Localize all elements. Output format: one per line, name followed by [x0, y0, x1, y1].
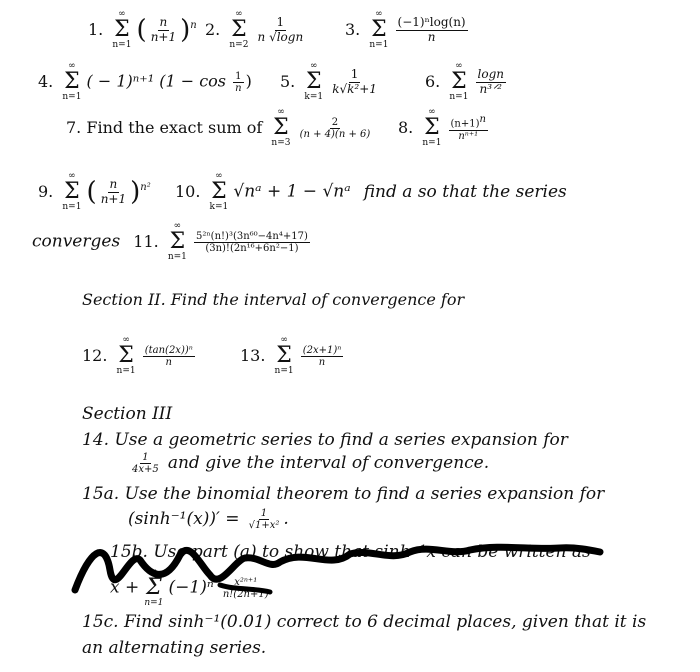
problem-14-line-2: $\frac{1}{4x+5}$ and give the interval of convergence. [132, 452, 490, 475]
sigma-symbol: ∞ Σ n=1 [144, 567, 164, 608]
problem-12: 12. ∞ Σ n=1 $\frac{\text{(tan(2x))ⁿ}}{n}$ [82, 335, 193, 376]
problem-15b-line-2: x + ∞ Σ n=1 (−1)ⁿ $\frac{\text{x²ⁿ⁺¹}}{n!(2n+1)}$ [110, 567, 269, 608]
problem-4: 4. ∞ Σ n=1 ( − 1)ⁿ⁺¹ (1 − cos $\frac{1}{n}$ ) [38, 61, 252, 102]
problem-15a-line-1: 15a. Use the binomial theorem to find a series expansion for [82, 484, 605, 504]
problem-15a-line-2: (sinh⁻¹(x))′ = $\frac{1}{\text{√1+x²}}$ . [128, 508, 289, 531]
sigma-symbol: ∞ Σ n=1 [116, 335, 136, 376]
problem-15c-line-1: 15c. Find sinh⁻¹(0.01) correct to 6 decimal places, given that it is [82, 612, 647, 632]
sigma-symbol: ∞ Σ n=1 [62, 171, 82, 212]
sigma-symbol: ∞ Σ n=1 [274, 335, 294, 376]
sigma-symbol: ∞ Σ n=1 [112, 9, 132, 50]
sigma-symbol: ∞ Σ n=3 [271, 107, 291, 148]
problem-6: 6. ∞ Σ n=1 $\frac{\log n}{\text{n³ᐟ²}}$ [425, 61, 505, 102]
sigma-symbol: ∞ Σ n=1 [167, 221, 187, 262]
problem-14-line-1: 14. Use a geometric series to find a series expansion for [82, 430, 568, 450]
problem-15b-line-1: 15b. Use part (a) to show that sinh⁻¹x can be written as [110, 542, 591, 562]
sigma-symbol: ∞ Σ k=1 [209, 171, 229, 212]
problem-2: 2. ∞ Σ n=2 $\frac{1}{n √\log n}$ [205, 9, 304, 50]
problem-3: 3. ∞ Σ n=1 $\frac{\text{(−1)ⁿlog(n)}}{n}$ [345, 9, 466, 50]
problem-11: converges 11. ∞ Σ n=1 $\frac{\text{5²ⁿ(n!)³(3n⁶⁰−4n⁴+17)}}{\text{(3n)!(2n¹⁶+6n²−1)}}$ [32, 221, 308, 262]
sigma-symbol: ∞ Σ n=1 [62, 61, 82, 102]
sigma-symbol: ∞ Σ n=1 [449, 61, 469, 102]
problem-10: 10. ∞ Σ k=1 √nᵃ + 1 − √nᵃ find a so that the series [175, 171, 567, 212]
problem-8: 8. ∞ Σ n=1 $\frac{(n+1)^n}{\text{nⁿ⁺¹}}$ [398, 107, 486, 148]
sigma-symbol: ∞ Σ n=2 [229, 9, 249, 50]
scribble-overlay [70, 530, 610, 610]
problem-15c-line-2: an alternating series. [82, 638, 267, 658]
problem-13: 13. ∞ Σ n=1 $\frac{\text{(2x+1)ⁿ}}{n}$ [240, 335, 342, 376]
problem-1-label: 1. [88, 19, 104, 39]
problem-9: 9. ∞ Σ n=1 ( $\frac{n}{n+1}$ )$^{n^2}$ [38, 171, 151, 212]
sigma-symbol: ∞ Σ n=1 [369, 9, 389, 50]
problem-1: 1. ∞ Σ n=1 ( $\frac{n}{n+1}$ )$^n$ [88, 9, 197, 50]
section-2-title: Section II. Find the interval of convergence for [82, 290, 465, 309]
sigma-symbol: ∞ Σ n=1 [422, 107, 442, 148]
problem-7: 7. Find the exact sum of ∞ Σ n=3 $\frac{2}{(n + 4)(n + 6)}$ [66, 107, 371, 148]
problem-5: 5. ∞ Σ k=1 $\frac{1}{\text{k√k²+1}}$ [280, 61, 377, 102]
sigma-symbol: ∞ Σ k=1 [304, 61, 324, 102]
section-3-title: Section III [82, 404, 173, 424]
